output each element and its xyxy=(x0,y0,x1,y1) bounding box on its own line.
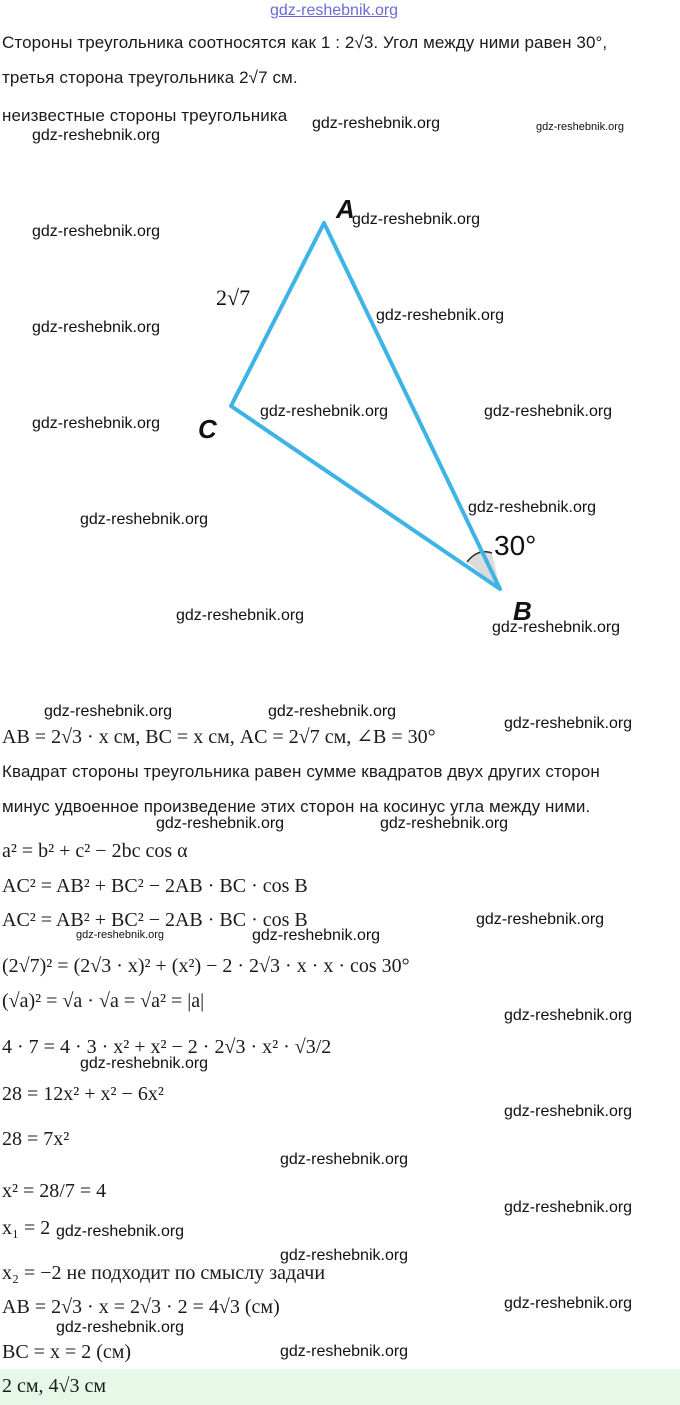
problem-line-3: неизвестные стороны треугольника xyxy=(2,106,288,125)
watermark: gdz-reshebnik.org xyxy=(376,307,505,324)
vertex-c-label: C xyxy=(198,414,217,444)
formula-11: x₂ = −2 не подходит по смыслу задачи xyxy=(2,1262,326,1284)
watermark: gdz-reshebnik.org xyxy=(476,911,605,928)
watermark: gdz-reshebnik.org xyxy=(32,319,161,336)
watermark: gdz-reshebnik.org xyxy=(484,403,613,420)
watermark: gdz-reshebnik.org xyxy=(260,403,389,420)
watermark: gdz-reshebnik.org xyxy=(312,115,441,132)
formula-13: BC = x = 2 (см) xyxy=(2,1341,132,1363)
vertex-a-label: A xyxy=(336,194,355,224)
formula-3: AC² = AB² + BC² − 2AB · BC · cos B xyxy=(2,909,308,931)
vertex-b-label: B xyxy=(513,596,532,626)
watermark: gdz-reshebnik.org xyxy=(468,499,597,516)
watermark: gdz-reshebnik.org xyxy=(56,1223,185,1240)
watermark: gdz-reshebnik.org xyxy=(44,703,173,720)
watermark: gdz-reshebnik.org xyxy=(504,1295,633,1312)
formula-12: AB = 2√3 · x = 2√3 · 2 = 4√3 (см) xyxy=(2,1296,280,1318)
formula-1: a² = b² + c² − 2bc cos α xyxy=(2,840,188,862)
watermark: gdz-reshebnik.org xyxy=(80,511,209,528)
watermark: gdz-reshebnik.org xyxy=(176,607,305,624)
angle-b-label: 30° xyxy=(494,530,537,561)
watermark: gdz-reshebnik.org xyxy=(504,1007,633,1024)
watermark: gdz-reshebnik.org xyxy=(252,927,381,944)
formula-2: AC² = AB² + BC² − 2AB · BC · cos B xyxy=(2,875,308,897)
problem-line-1: Стороны треугольника соотносятся как 1 : 2√3. Угол между ними равен 30°, xyxy=(2,33,608,52)
watermark: gdz-reshebnik.org xyxy=(504,715,633,732)
formula-9: x² = 28/7 = 4 xyxy=(2,1180,107,1202)
watermark: gdz-reshebnik.org xyxy=(32,127,161,144)
watermark: gdz-reshebnik.org xyxy=(504,1103,633,1120)
top-watermark-link[interactable]: gdz-reshebnik.org xyxy=(270,2,399,19)
formula-6: 4 · 7 = 4 · 3 · x² + x² − 2 · 2√3 · x² · √3/2 xyxy=(2,1036,332,1058)
watermark: gdz-reshebnik.org xyxy=(80,1055,209,1072)
watermark: gdz-reshebnik.org xyxy=(76,929,165,941)
answer-text: 2 см, 4√3 см xyxy=(2,1375,107,1397)
watermark: gdz-reshebnik.org xyxy=(380,815,509,832)
formula-5: (√a)² = √a · √a = √a² = |a| xyxy=(2,990,205,1012)
side-ac-label: 2√7 xyxy=(216,285,251,310)
rule-line-2: минус удвоенное произведение этих сторон на косинус угла между ними. xyxy=(2,797,591,816)
formula-10: x₁ = 2 xyxy=(2,1217,51,1239)
watermark: gdz-reshebnik.org xyxy=(56,1319,185,1336)
watermark: gdz-reshebnik.org xyxy=(492,619,621,636)
watermark: gdz-reshebnik.org xyxy=(268,703,397,720)
formula-8: 28 = 7x² xyxy=(2,1128,70,1150)
formula-7: 28 = 12x² + x² − 6x² xyxy=(2,1083,164,1105)
watermark: gdz-reshebnik.org xyxy=(32,223,161,240)
watermark: gdz-reshebnik.org xyxy=(504,1199,633,1216)
given-line: AB = 2√3 · x см, BC = x см, AC = 2√7 см, ∠B = 30° xyxy=(2,726,436,748)
rule-line-1: Квадрат стороны треугольника равен сумме квадратов двух других сторон xyxy=(2,762,600,781)
watermark: gdz-reshebnik.org xyxy=(156,815,285,832)
watermark: gdz-reshebnik.org xyxy=(536,121,625,133)
answer-bar xyxy=(0,1369,680,1405)
watermark: gdz-reshebnik.org xyxy=(280,1151,409,1168)
watermark: gdz-reshebnik.org xyxy=(352,211,481,228)
watermark: gdz-reshebnik.org xyxy=(280,1247,409,1264)
watermark: gdz-reshebnik.org xyxy=(280,1343,409,1360)
formula-4: (2√7)² = (2√3 · x)² + (x²) − 2 · 2√3 · x · x · cos 30° xyxy=(2,955,410,977)
problem-line-2: третья сторона треугольника 2√7 см. xyxy=(2,68,298,87)
watermark: gdz-reshebnik.org xyxy=(32,415,161,432)
